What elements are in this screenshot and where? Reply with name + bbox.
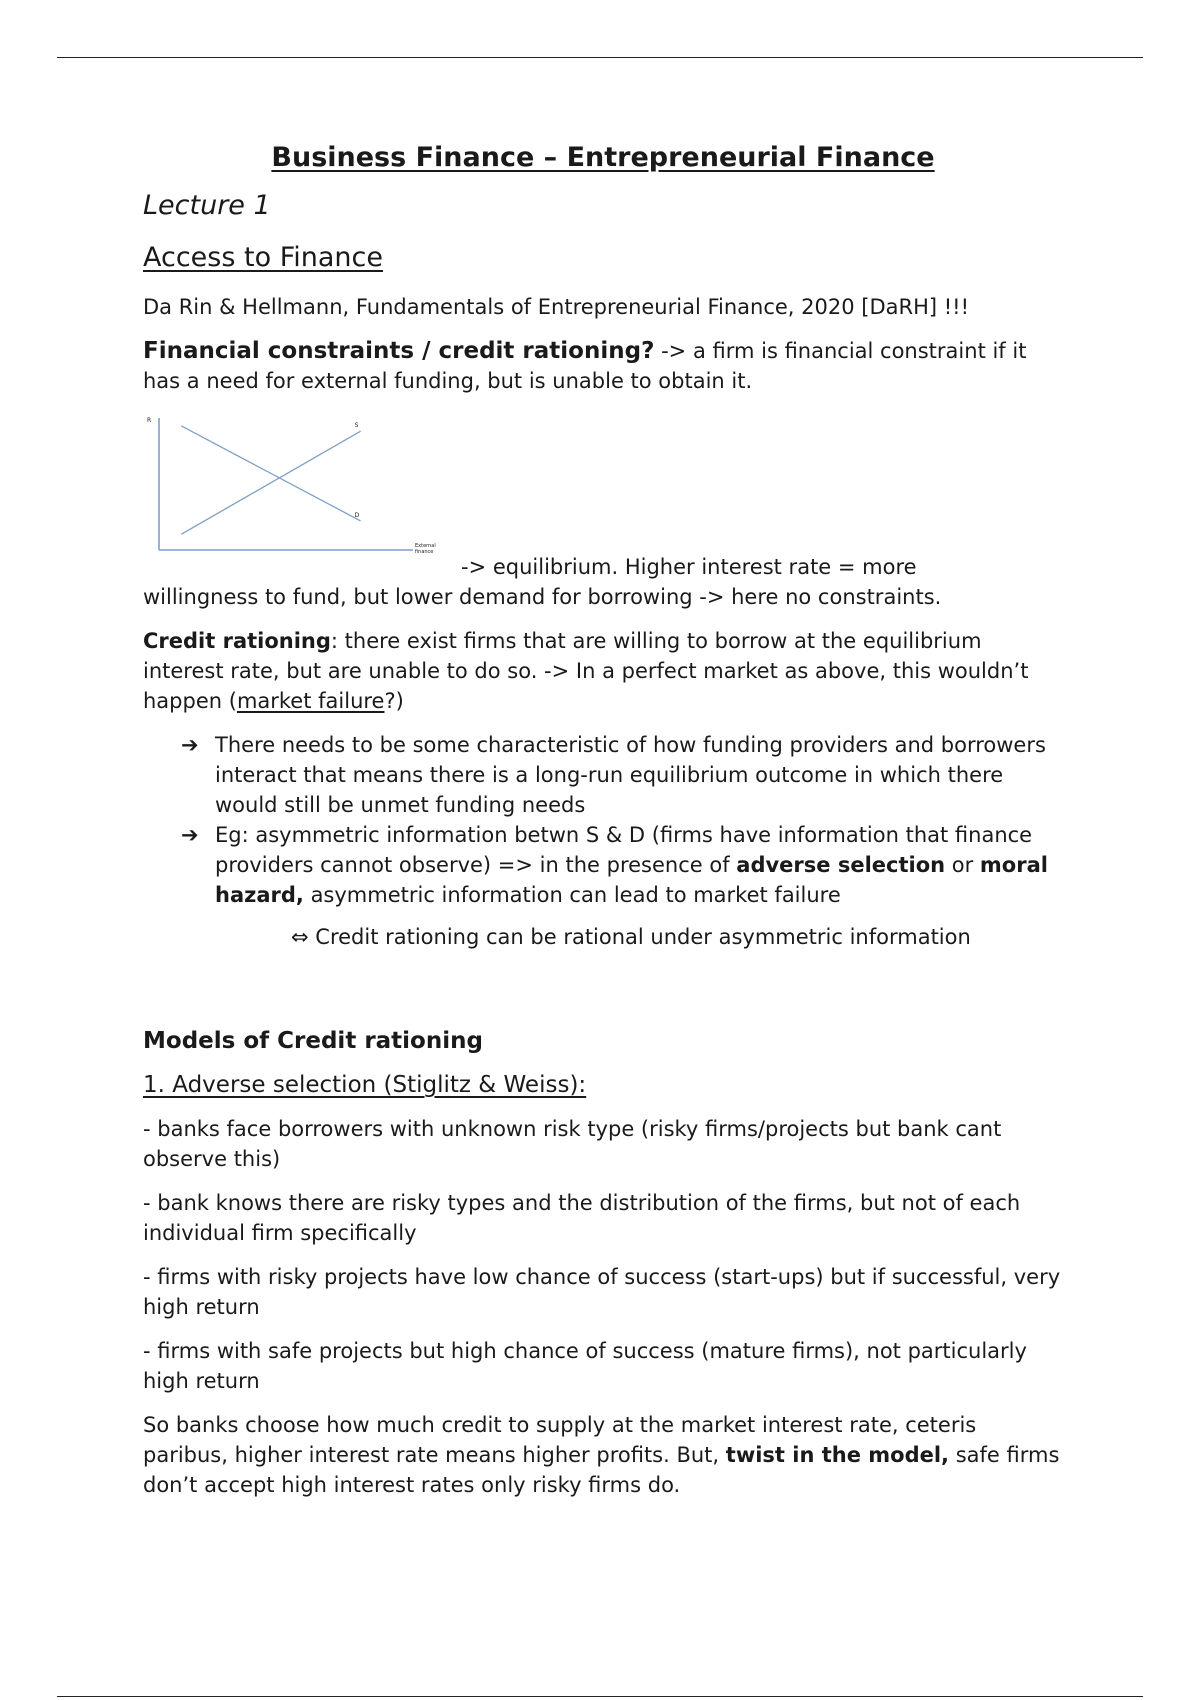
- moral-hazard-term: moral hazard,: [215, 853, 1048, 907]
- financial-constraints-text: -> a firm is financial constraint if it has a need for external funding, but is unable to obtain it.: [143, 339, 1027, 393]
- implication-text: Credit rationing can be rational under asymmetric information: [308, 925, 971, 949]
- twist-term: twist in the model,: [725, 1443, 950, 1467]
- closing-text: So banks choose how much credit to supply at the market interest rate, ceteris paribus, higher interest rate means higher profits. But,: [143, 1413, 977, 1467]
- list-item: [181, 730, 1063, 820]
- list-item: - banks face borrowers with unknown risk type (risky firms/projects but bank cant observe this): [143, 1117, 1002, 1171]
- credit-rationing-text: : there exist firms that are willing to borrow at the equilibrium interest rate, but are unable to do so. -> In a perfect market as above, this wouldn’t happen (: [143, 629, 1029, 713]
- series-label-s: S: [354, 422, 359, 430]
- models-heading: Models of Credit rationing: [143, 1028, 483, 1054]
- financial-constraints-paragraph: [143, 336, 1063, 396]
- lecture-label: Lecture 1: [143, 190, 271, 221]
- arrow-right-icon: ➔: [181, 823, 199, 847]
- header-rule: [57, 57, 1143, 58]
- list-item: - firms with safe projects but high chance of success (mature firms), not particularly high return: [143, 1339, 1027, 1393]
- point-text: There needs to be some characteristic of how funding providers and borrowers interact that means there is a long-run equilibrium outcome in which there would still be unmet funding needs: [215, 733, 1046, 817]
- reference-line: Da Rin & Hellmann, Fundamentals of Entrepreneurial Finance, 2020 [DaRH] !!!: [143, 295, 970, 319]
- x-axis-label: finance: [415, 549, 434, 555]
- closing-text: safe firms don’t accept high interest rates only risky firms do.: [143, 1443, 1060, 1497]
- implication-line: [291, 922, 1063, 952]
- point-text: asymmetric information can lead to market failure: [303, 883, 841, 907]
- point-text: Eg: asymmetric information betwn S & D (firms have information that finance providers cannot observe) => in the presence of: [215, 823, 1033, 877]
- financial-constraints-heading: Financial constraints / credit rationing?: [143, 338, 655, 364]
- arrow-right-icon: ➔: [181, 733, 199, 757]
- document-page: [143, 138, 1063, 1514]
- series-label-d: D: [354, 511, 360, 519]
- equilibrium-caption-rest: willingness to fund, but lower demand for borrowing -> here no constraints.: [143, 585, 942, 609]
- y-axis-label: R: [147, 417, 152, 424]
- x-axis-label: External: [415, 543, 436, 549]
- credit-rationing-term: Credit rationing: [143, 629, 331, 653]
- series-line-s: [181, 431, 360, 534]
- equilibrium-chart-block: [143, 410, 1063, 582]
- list-item: - bank knows there are risky types and the distribution of the firms, but not of each individual firm specifically: [143, 1191, 1021, 1245]
- document-title: Business Finance – Entrepreneurial Finance: [271, 142, 935, 173]
- supply-demand-chart: [143, 410, 436, 582]
- arrow-list: [143, 730, 1063, 910]
- point-connector: or: [945, 853, 980, 877]
- credit-rationing-paragraph: [143, 626, 1063, 716]
- double-arrow-icon: ⇔: [291, 925, 309, 949]
- credit-rationing-suffix: ?): [384, 689, 404, 713]
- footer-rule: [57, 1696, 1143, 1697]
- adverse-selection-heading: 1. Adverse selection (Stiglitz & Weiss):: [143, 1072, 587, 1098]
- section-heading: Access to Finance: [143, 242, 383, 273]
- equilibrium-caption: -> equilibrium. Higher interest rate = more: [461, 555, 917, 579]
- market-failure-term: market failure: [236, 689, 385, 713]
- series-line-d: [181, 426, 360, 521]
- closing-paragraph: [143, 1410, 1063, 1500]
- list-item: - firms with risky projects have low chance of success (start-ups) but if successful, very high return: [143, 1265, 1061, 1319]
- list-item: [181, 820, 1063, 910]
- adverse-selection-term: adverse selection: [736, 853, 946, 877]
